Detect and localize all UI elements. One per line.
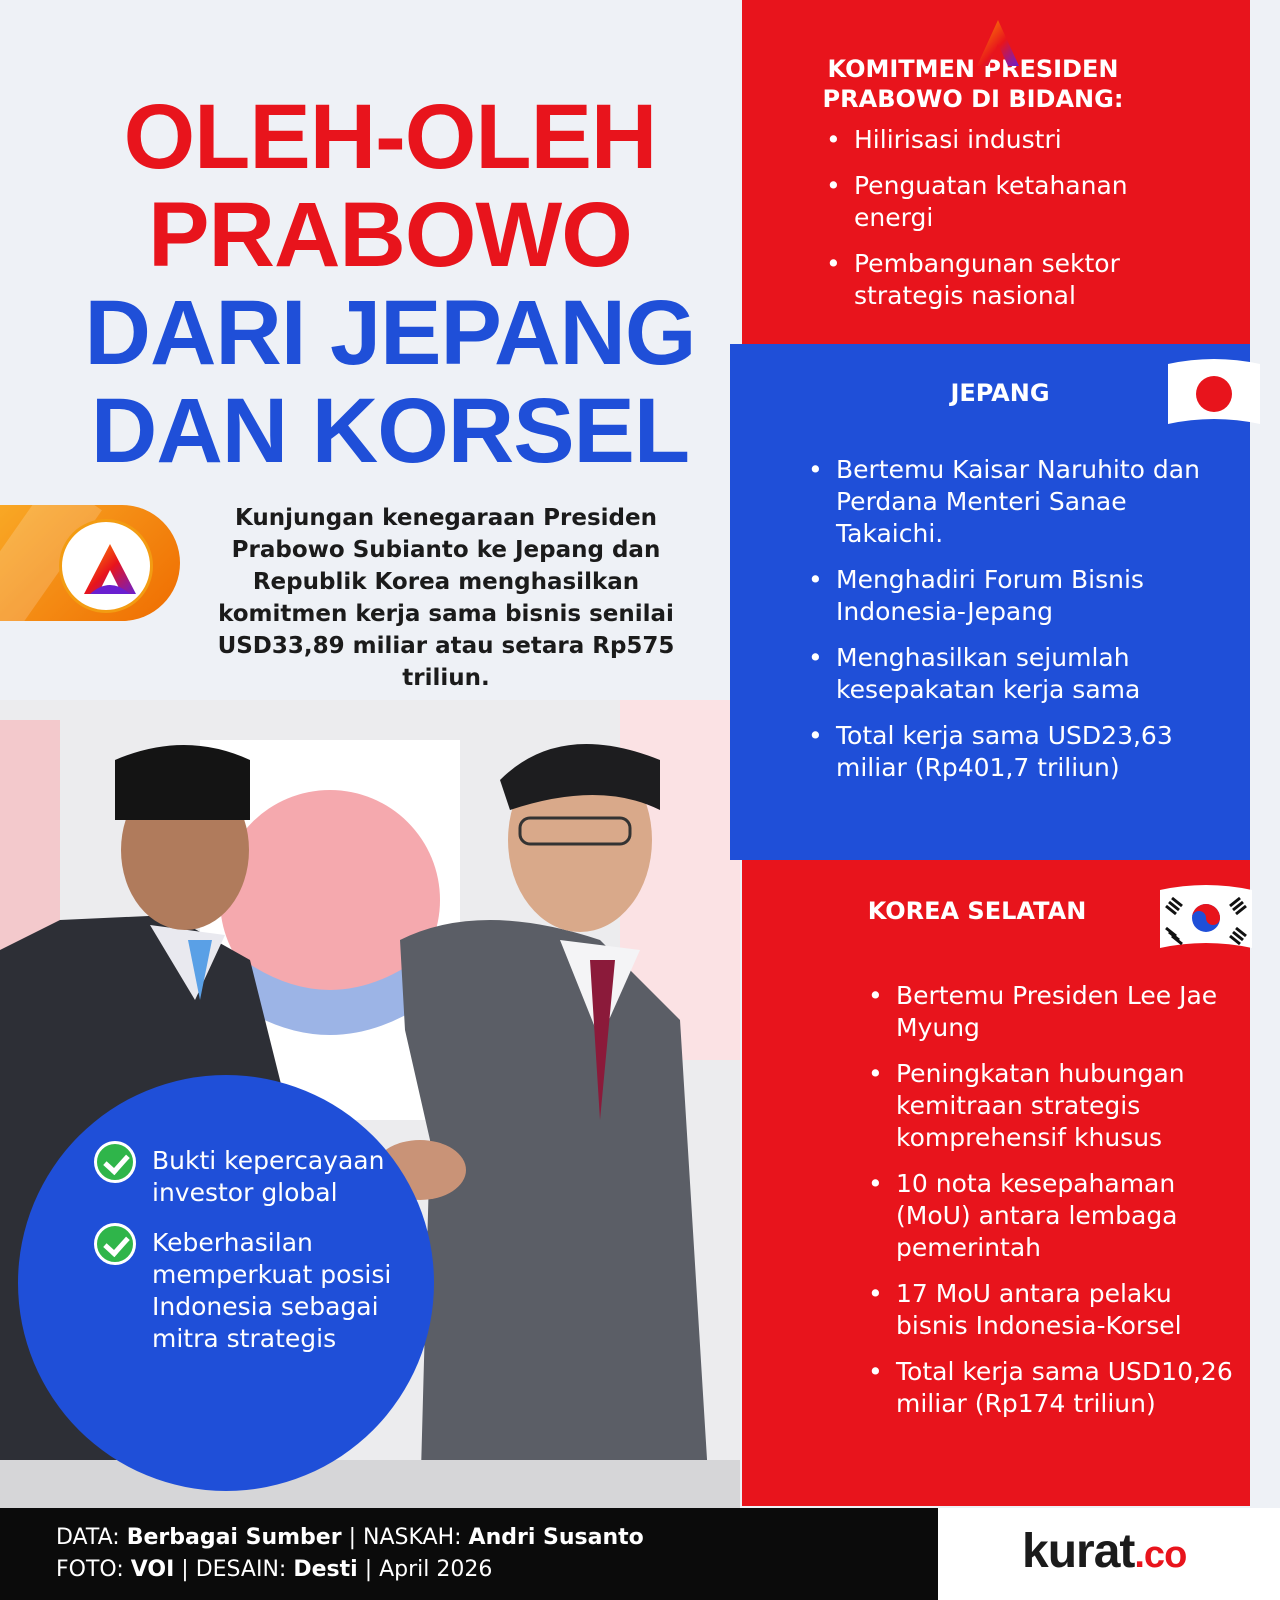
korea-list: [868, 980, 1248, 1434]
japan-item: • Total kerja sama USD23,63 miliar (Rp401,7 triliun): [808, 720, 1228, 784]
commitment-list: [826, 124, 1206, 326]
headline-line-3: DARI JEPANG: [84, 282, 696, 384]
south-korea-flag-icon: [1158, 882, 1254, 952]
credit-script-value: Andri Susanto: [468, 1525, 644, 1550]
korea-item: • Peningkatan hubungan kemitraan strategis komprehensif khusus: [868, 1058, 1248, 1154]
headline-line-2: PRABOWO: [148, 184, 632, 286]
korea-item: • 17 MoU antara pelaku bisnis Indonesia-Korsel: [868, 1278, 1248, 1342]
korea-panel: [742, 860, 1250, 1506]
credit-photo-label: FOTO:: [56, 1557, 124, 1582]
brand-suffix: .co: [1134, 1534, 1187, 1576]
korea-item: • Bertemu Presiden Lee Jae Myung: [868, 980, 1248, 1044]
highlight-text: Keberhasilan memperkuat posisi Indonesia sebagai mitra strategis: [152, 1228, 392, 1353]
credit-separator: |: [181, 1557, 189, 1582]
credit-data-value: Berbagai Sumber: [126, 1525, 342, 1550]
commitment-item: • Penguatan ketahanan energi: [826, 170, 1206, 234]
japan-flag-icon: [1164, 356, 1264, 428]
credits-line-1: [56, 1522, 644, 1554]
akurat-brand-a-icon: [976, 18, 1020, 68]
japan-list: [808, 454, 1228, 798]
highlights-circle: [18, 1075, 434, 1491]
japan-heading: JEPANG: [950, 379, 1050, 407]
japan-item: • Bertemu Kaisar Naruhito dan Perdana Menteri Sanae Takaichi.: [808, 454, 1228, 550]
credit-date: April 2026: [379, 1557, 493, 1582]
credits-line-2: [56, 1554, 644, 1586]
korea-item: • 10 nota kesepahaman (MoU) antara lembaga pemerintah: [868, 1168, 1248, 1264]
highlight-text: Bukti kepercayaan investor global: [152, 1146, 385, 1207]
check-icon: [94, 1223, 136, 1265]
credit-script-label: NASKAH:: [363, 1525, 462, 1550]
brand-wordmark: [1022, 1522, 1186, 1585]
intro-paragraph: Kunjungan kenegaraan Presiden Prabowo Subianto ke Jepang dan Republik Korea menghasilkan komitmen kerja sama bisnis senilai USD33,89 miliar atau setara Rp575 triliun.: [217, 505, 675, 691]
brand-name: kurat: [1022, 1525, 1135, 1578]
check-icon: [94, 1141, 136, 1183]
commitment-item: • Hilirisasi industri: [826, 124, 1206, 156]
headline: [40, 88, 740, 480]
korea-item: • Total kerja sama USD10,26 miliar (Rp174 triliun): [868, 1356, 1248, 1420]
commitment-item: • Pembangunan sektor strategis nasional: [826, 248, 1206, 312]
credit-separator: |: [348, 1525, 357, 1550]
commitment-heading: KOMITMEN PRESIDEN PRABOWO DI BIDANG:: [822, 55, 1124, 113]
credit-photo-value: VOI: [130, 1557, 175, 1582]
akurat-logo-icon: [62, 522, 150, 610]
akurat-a-icon: [80, 540, 140, 600]
highlight-item: [94, 1145, 394, 1209]
credit-separator: |: [364, 1557, 373, 1582]
headline-line-4: DAN KORSEL: [90, 380, 690, 482]
credits: [56, 1522, 644, 1586]
korea-heading: KOREA SELATAN: [867, 897, 1087, 925]
highlight-item: [94, 1227, 394, 1355]
credit-data-label: DATA:: [56, 1525, 120, 1550]
credit-design-value: Desti: [293, 1557, 358, 1582]
japan-item: • Menghadiri Forum Bisnis Indonesia-Jepang: [808, 564, 1228, 628]
japan-item: • Menghasilkan sejumlah kesepakatan kerja sama: [808, 642, 1228, 706]
credit-design-label: DESAIN:: [195, 1557, 287, 1582]
headline-line-1: OLEH-OLEH: [123, 86, 657, 188]
